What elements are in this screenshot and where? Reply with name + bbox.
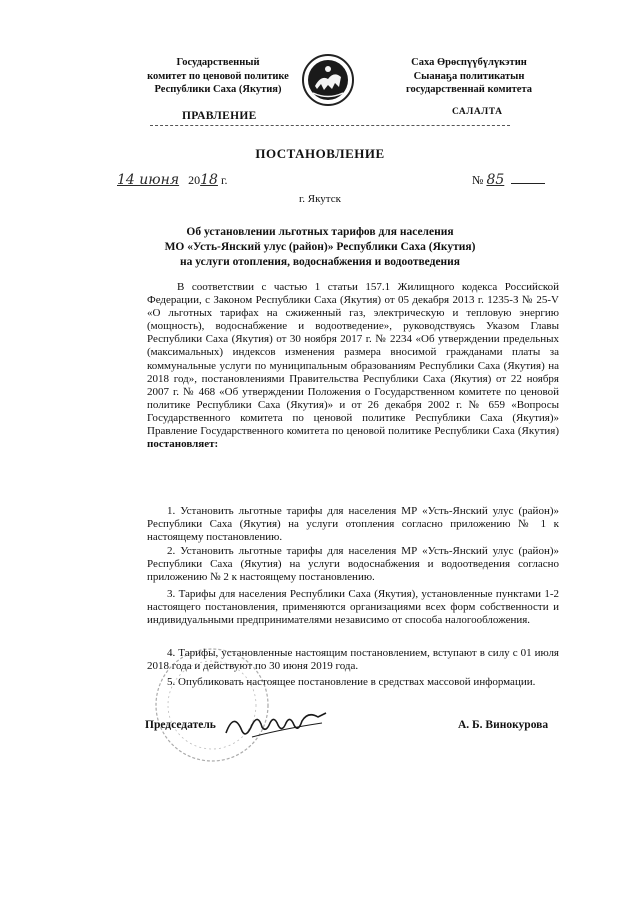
number-handwritten: 85 <box>486 172 505 188</box>
city-label: г. Якутск <box>299 193 341 205</box>
subject-line: на услуги отопления, водоснабжения и водоотведения <box>179 256 461 268</box>
header-left-line: Государственный <box>176 57 260 68</box>
document-title: ПОСТАНОВЛЕНИЕ <box>255 146 385 161</box>
board-label: ПРАВЛЕНИЕ <box>182 110 257 122</box>
preamble-text: В соответствии с частью 1 статьи 157.1 Жилищного кодекса Российской Федерации, с Законом Республики Саха (Якутия) от 05 декабря 2013 г. 1235-З № 25-V «О льготных тарифах на сжиженный газ, электрическую и тепловую энергию (мощность), водоснабжение и водоотведение», руководствуясь Указом Главы Республики Саха (Якутия) от 30 ноября 2017 г. № 2234 «Об утверждении предельных (максимальных) индексов изменения размера вносимой гражданами платы за коммунальные услуги по муниципальным образованиям Республики Саха (Якутия) на 2018 год», постановлениями Правительства Республики Саха (Якутия) от 22 ноября 2007 г. № 468 «Об утверждении Положения о Государственном комитете по ценовой политике Республики Саха (Якутия)» и от 26 декабря 2002 г. № 659 «Вопросы Государственного комитета по ценовой политике Республики Саха (Якутия)» Правление Государственного комитета по ценовой политике Республики Саха (Якутия) <box>147 281 559 438</box>
document-date <box>117 172 228 188</box>
list-item: 2. Установить льготные тарифы для населения МР «Усть-Янский улус (район)» Республики Саха (Якутия) на услуги водоснабжения и водоотведения согласно приложению № 2 к настоящему постановлению. <box>147 545 559 584</box>
list-item: 5. Опубликовать настоящее постановление в средствах массовой информации. <box>167 676 536 688</box>
header-left-block <box>112 56 324 97</box>
header-right-line: Саха Өрөспүүбүлүкэтин <box>411 57 527 68</box>
date-year-handwritten: 18 <box>200 172 218 188</box>
subject-line: МО «Усть-Янский улус (район)» Республики Саха (Якутия) <box>164 241 476 253</box>
number-line <box>511 183 545 184</box>
handwritten-signature-icon <box>222 703 332 743</box>
document-number <box>472 172 545 188</box>
header-right-block <box>384 56 554 97</box>
header-left-line: Республики Саха (Якутия) <box>154 84 282 95</box>
list-item: 3. Тарифы для населения Республики Саха (Якутия), установленные пунктами 1-2 настоящего постановления, применяются организациями всех форм собственности и индивидуальными предпринимателями независимо от способа налогообложения. <box>147 588 559 627</box>
preamble-paragraph <box>147 281 559 451</box>
header-right-line: государственнай комитета <box>406 84 532 95</box>
document-subject <box>0 225 640 270</box>
date-year-prefix: 20 <box>188 173 201 187</box>
header-right-line: Сыанаҕа политикатын <box>413 70 525 82</box>
date-suffix: г. <box>220 173 228 187</box>
subject-line: Об установлении льготных тарифов для населения <box>186 226 454 238</box>
preamble-resolution: постановляет: <box>147 438 219 451</box>
list-item: 1. Установить льготные тарифы для населения МР «Усть-Янский улус (район)» Республики Саха (Якутия) на услуги отопления согласно приложению № 1 к настоящему постановлению. <box>147 505 559 544</box>
list-item: 4. Тарифы, установленные настоящим постановлением, вступают в силу с 01 июля 2018 года и действуют по 30 июня 2019 года. <box>147 647 559 673</box>
coat-of-arms-emblem-icon <box>301 53 355 107</box>
header-left-line: комитет по ценовой политике <box>147 70 289 82</box>
signer-name: А. Б. Винокурова <box>458 719 549 731</box>
signer-role: Председатель <box>145 719 216 731</box>
board-label-yakut: САЛАЛТА <box>452 107 503 117</box>
header-divider <box>150 125 510 126</box>
date-handwritten: 14 июня <box>117 172 180 188</box>
number-label: № <box>472 173 484 187</box>
